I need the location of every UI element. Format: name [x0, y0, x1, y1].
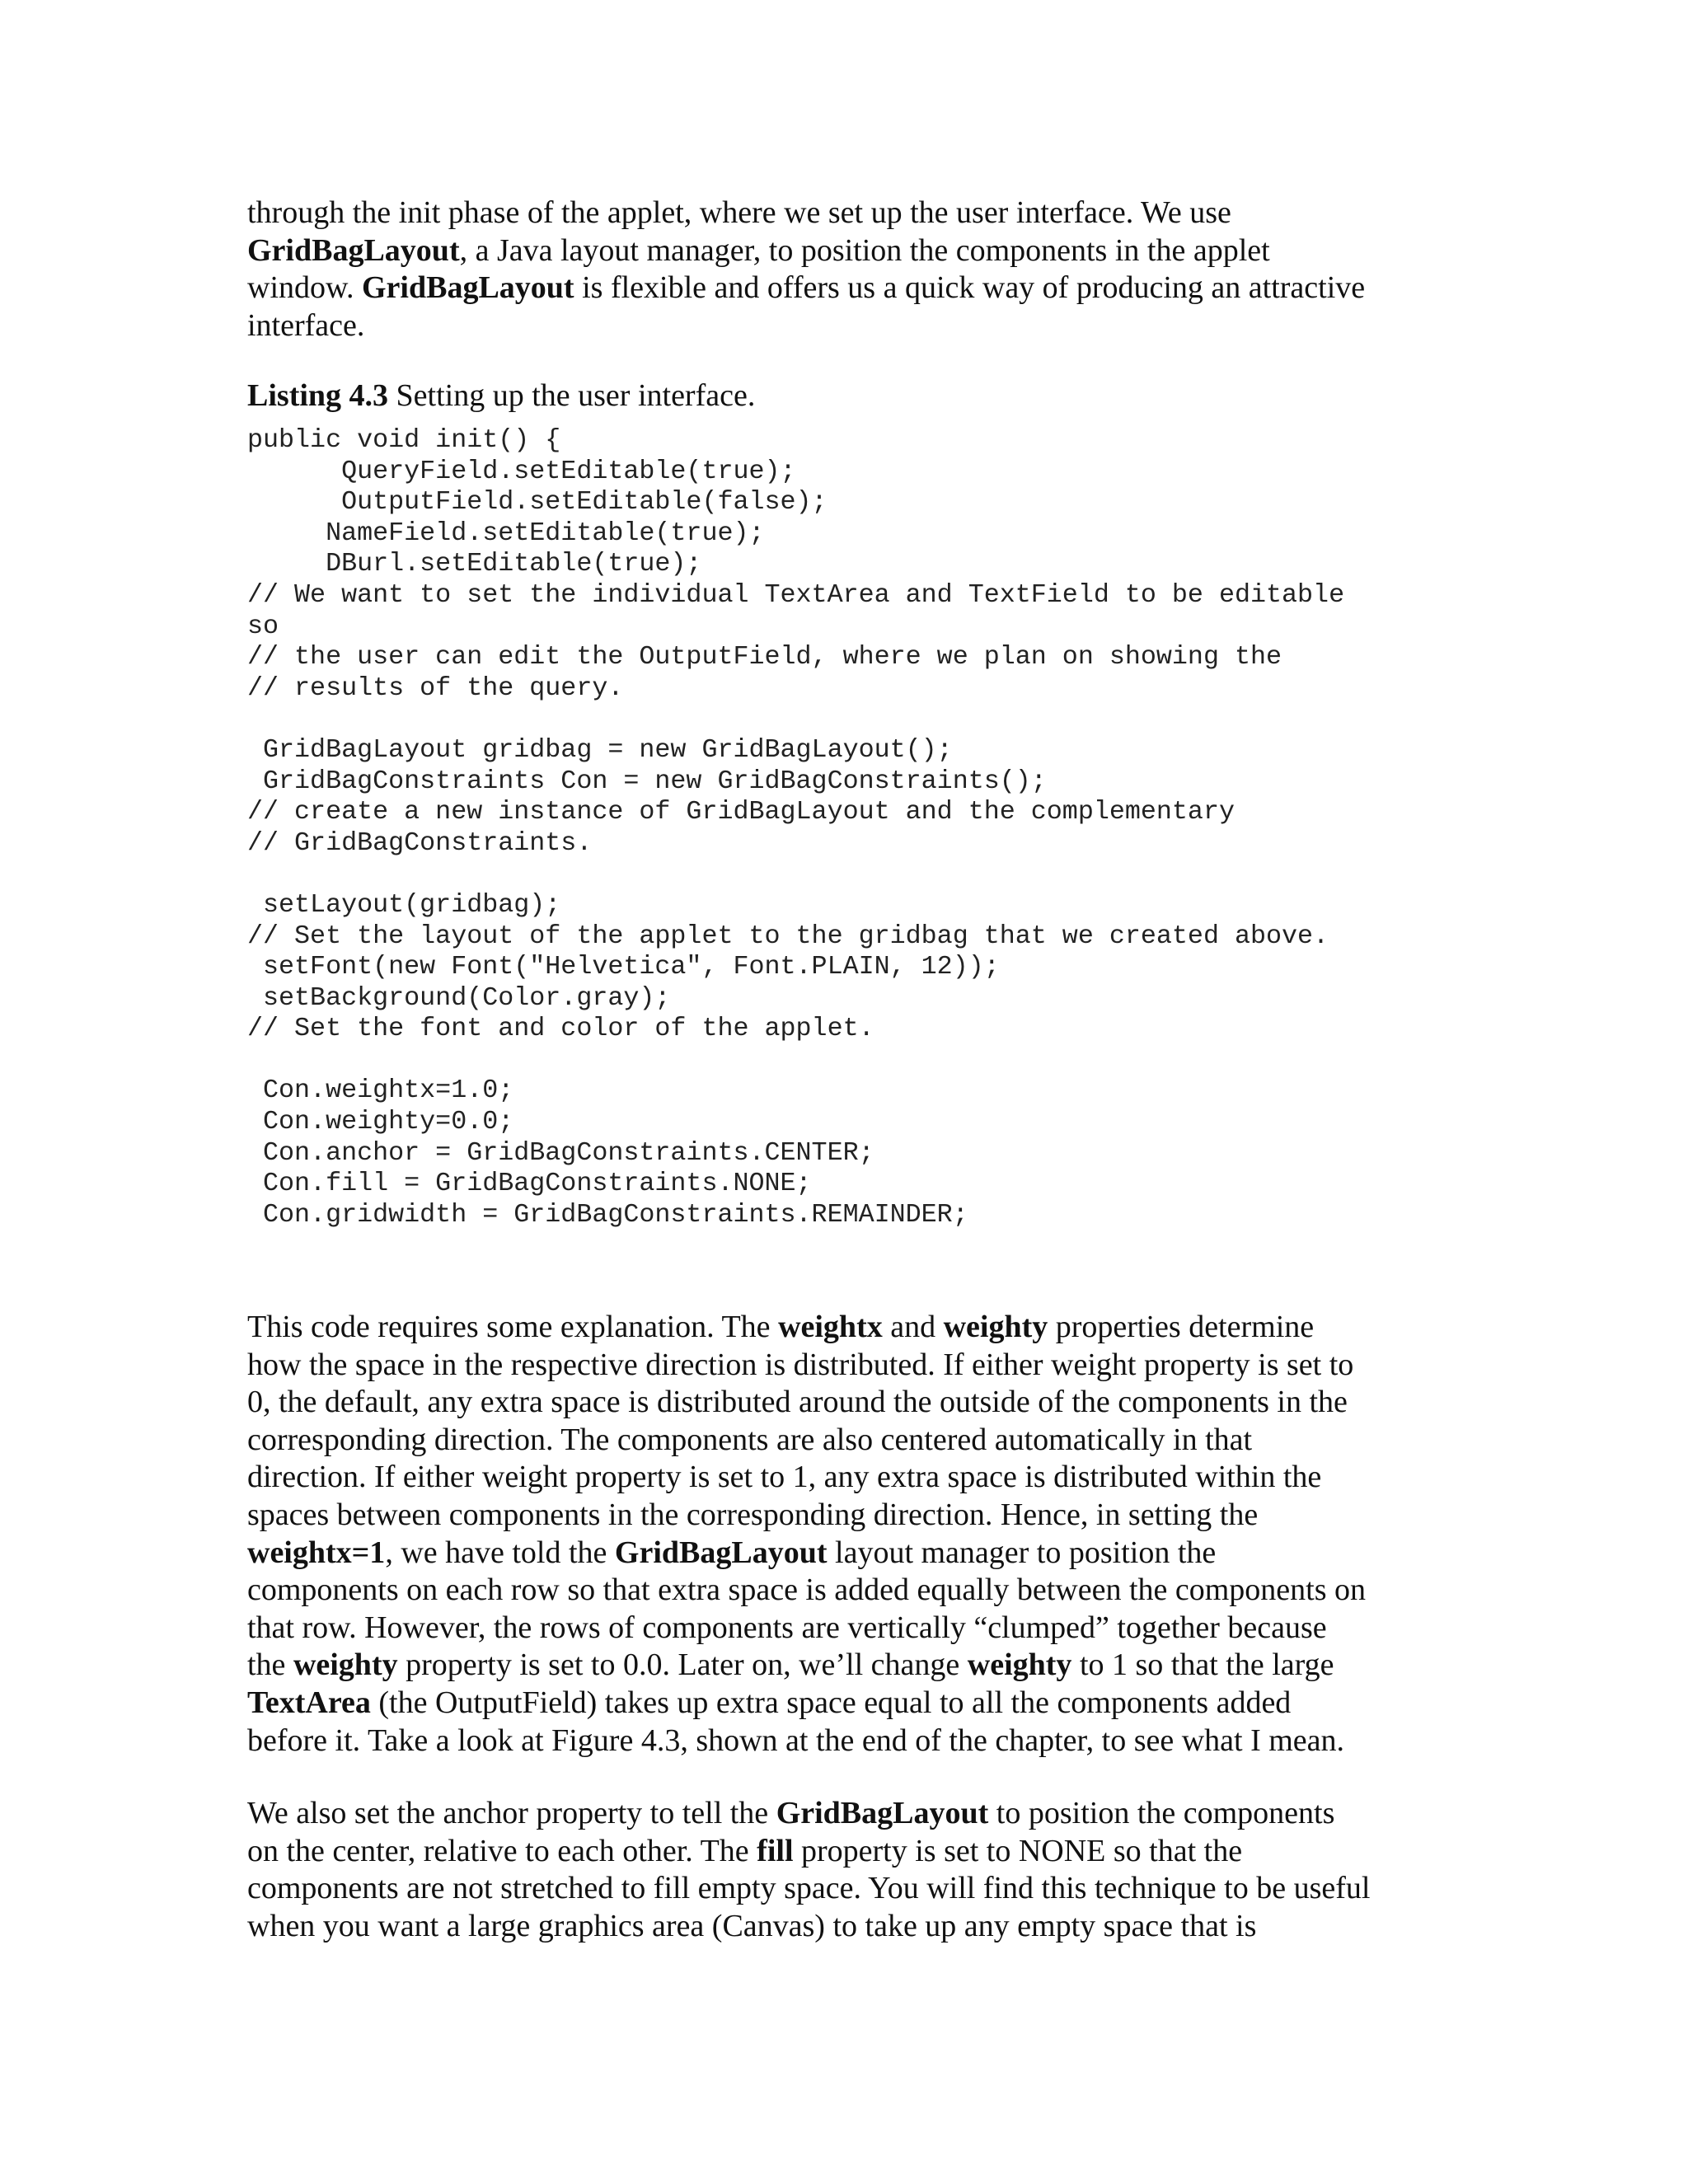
bold-term: GridBagLayout	[776, 1796, 989, 1830]
code-line: // GridBagConstraints.	[247, 827, 593, 858]
bold-term: weighty	[943, 1310, 1048, 1344]
text-run: , a Java layout manager, to position the components in the applet window.	[247, 232, 1270, 306]
text-run: properties determine how the space in the respective direction is distributed. If either weight property is set to 0, the default, any extra space is distributed around the outside of the components in the corresponding direction. The components are also centered automatically in that direction. If either weight property is set to 1, any extra space is distributed within the spaces between components in the corresponding direction. Hence, in setting the	[247, 1310, 1354, 1532]
code-line: Con.gridwidth = GridBagConstraints.REMAINDER;	[247, 1199, 968, 1230]
code-line: Con.weighty=0.0;	[247, 1107, 514, 1137]
text-run: (the OutputField) takes up extra space equal to all the components added before it. Take a look at Figure 4.3, shown at the end of the chapter, to see what I mean.	[247, 1685, 1345, 1758]
text-run: to position the components on the center, relative to each other. The	[247, 1796, 1335, 1868]
code-line: setLayout(gridbag);	[247, 889, 561, 920]
code-line: Con.weightx=1.0;	[247, 1076, 514, 1106]
code-line: OutputField.setEditable(false);	[247, 487, 828, 518]
code-line: setBackground(Color.gray);	[247, 982, 671, 1013]
code-line: // results of the query.	[247, 673, 624, 703]
code-listing	[247, 425, 1344, 1230]
anchor-paragraph	[247, 1795, 1370, 1945]
bold-term: weighty	[967, 1647, 1072, 1683]
code-line: // create a new instance of GridBagLayout and the complementary	[247, 797, 1235, 827]
document-page	[247, 194, 1467, 1943]
bold-term: GridBagLayout	[247, 232, 460, 268]
code-line: so	[247, 611, 279, 641]
code-line: public void init() {	[247, 425, 561, 455]
bold-term: GridBagLayout	[614, 1535, 828, 1570]
bold-term: weightx=1	[247, 1535, 386, 1570]
text-run: and	[882, 1310, 944, 1344]
bold-term: fill	[757, 1833, 794, 1868]
code-line: setFont(new Font("Helvetica", Font.PLAIN, 12));	[247, 952, 1000, 982]
code-line: Con.fill = GridBagConstraints.NONE;	[247, 1169, 812, 1199]
code-line: NameField.setEditable(true);	[247, 518, 765, 548]
text-run: property is set to 0.0. Later on, we’ll change	[397, 1647, 968, 1683]
text-run: This code requires some explanation. The	[247, 1310, 779, 1344]
text-run: to 1 so that the large	[1079, 1647, 1334, 1683]
code-line: // Set the font and color of the applet.	[247, 1014, 874, 1044]
bold-term: weightx	[778, 1310, 883, 1344]
code-line: GridBagLayout gridbag = new GridBagLayout();	[247, 734, 953, 765]
explanation-paragraph	[247, 1309, 1366, 1760]
listing-label: Listing 4.3	[247, 378, 389, 413]
bold-term: TextArea	[247, 1685, 371, 1720]
text-run: through the init phase of the applet, where we set up the user interface. We use	[247, 195, 1231, 230]
code-line: // the user can edit the OutputField, where we plan on showing the	[247, 642, 1282, 673]
code-line: GridBagConstraints Con = new GridBagConstraints();	[247, 766, 1047, 796]
text-run: is flexible and offers us a quick way of producing an attractive interface.	[247, 270, 1366, 343]
code-line: Con.anchor = GridBagConstraints.CENTER;	[247, 1137, 874, 1168]
code-line: // We want to set the individual TextArea and TextField to be editable	[247, 579, 1345, 610]
bold-term: GridBagLayout	[361, 270, 574, 306]
bold-term: weighty	[293, 1647, 398, 1683]
code-line: QueryField.setEditable(true);	[247, 456, 796, 486]
intro-paragraph	[247, 194, 1467, 344]
text-run: We also set the anchor property to tell the	[247, 1796, 776, 1830]
text-run: , we have told the	[385, 1535, 615, 1570]
text-run: property is set to NONE so that the components are not stretched to fill empty space. You will find this technique to be useful when you want a large graphics area (Canvas) to take up any empty space that is	[247, 1833, 1371, 1943]
text-run: layout manager to position the components on each row so that extra space is added equally between the components on that row. However, the rows of components are vertically “clumped” together because the	[247, 1535, 1367, 1683]
code-line: DBurl.setEditable(true);	[247, 549, 702, 579]
listing-title: Setting up the user interface.	[388, 378, 756, 413]
code-line: // Set the layout of the applet to the gridbag that we created above.	[247, 921, 1329, 951]
listing-caption	[247, 377, 755, 415]
